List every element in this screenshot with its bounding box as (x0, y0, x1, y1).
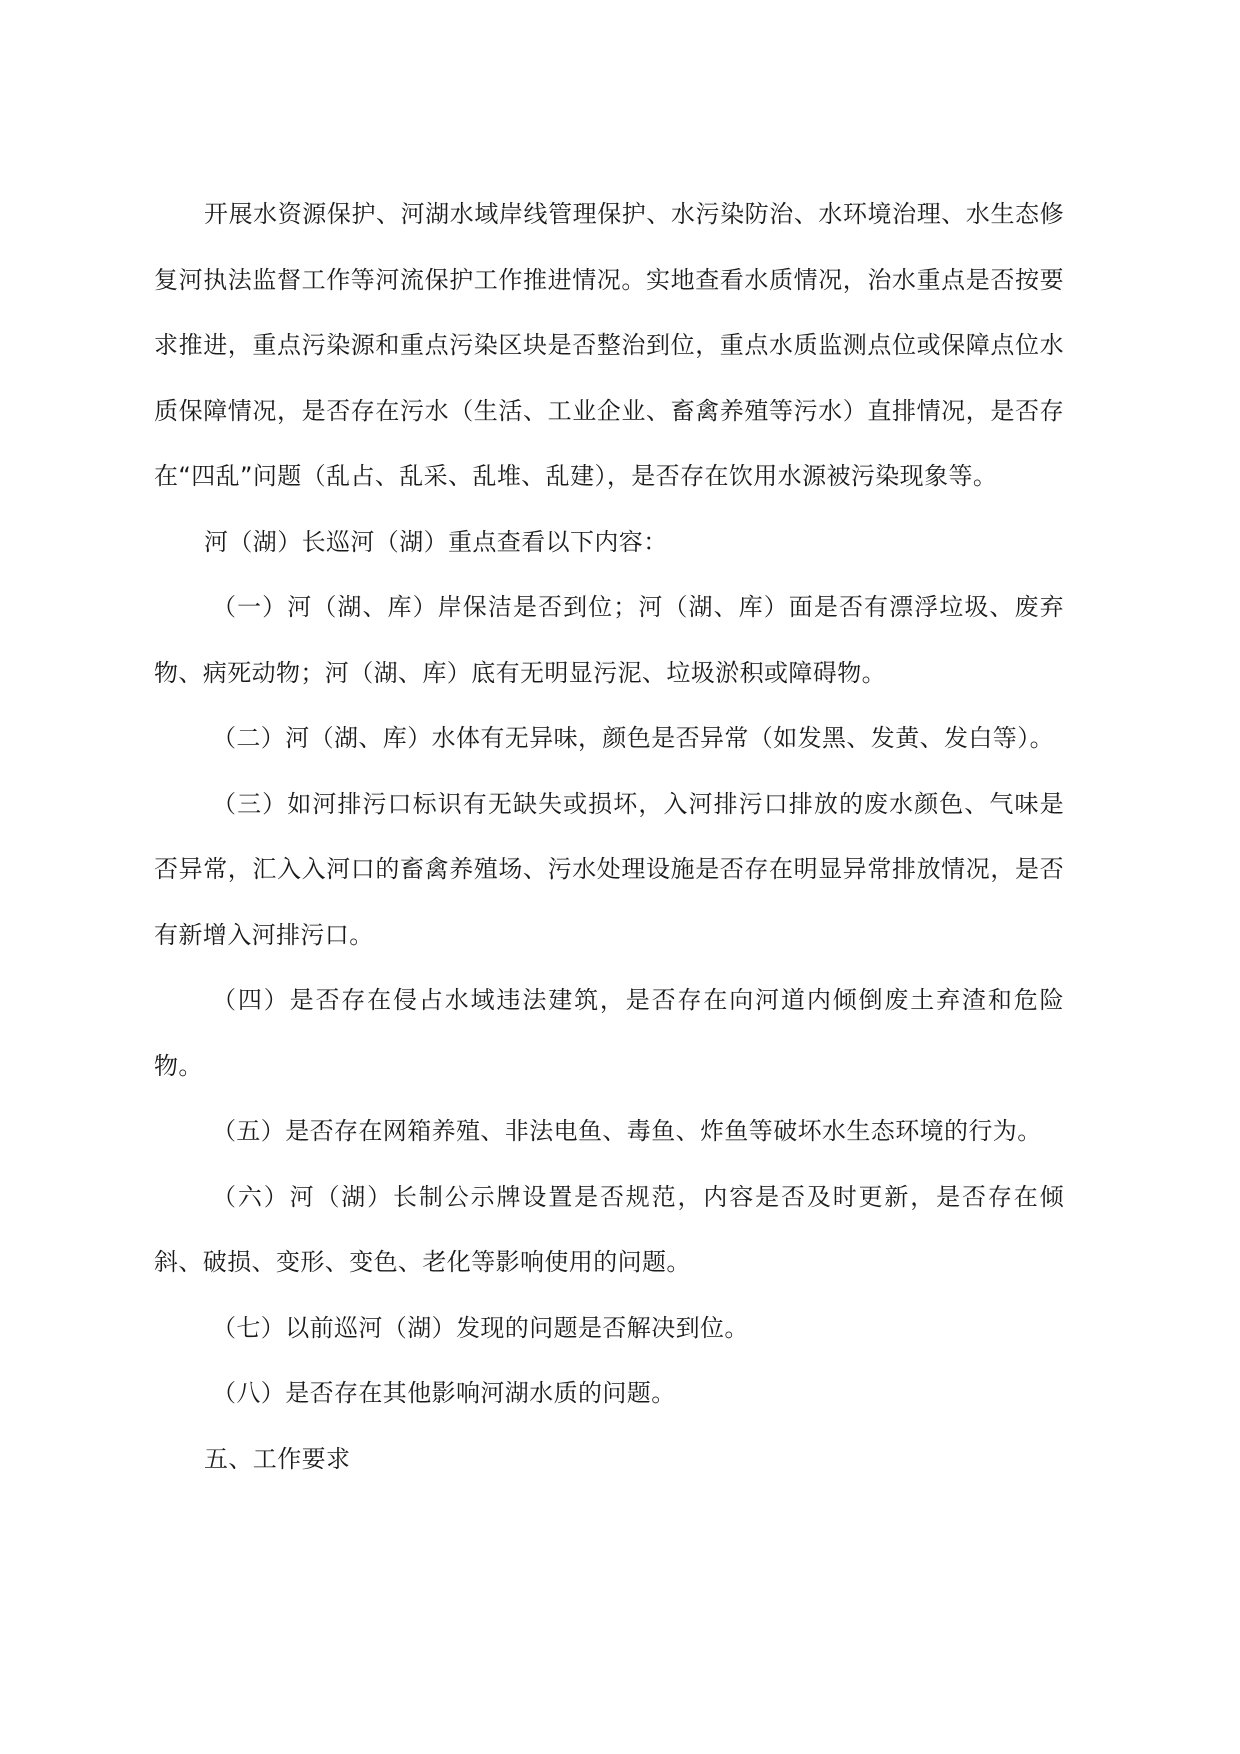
paragraph-item-3: （三）如河排污口标识有无缺失或损坏，入河排污口排放的废水颜色、气味是否异常，汇入入河口的畜禽养殖场、污水处理设施是否存在明显异常排放情况，是否有新增入河排污口。 (154, 789, 1064, 949)
paragraph-item-8: （八）是否存在其他影响河湖水质的问题。 (212, 1379, 676, 1407)
section-heading-work-requirements: 五、工作要求 (204, 1444, 351, 1473)
paragraph-item-5: （五）是否存在网箱养殖、非法电鱼、毒鱼、炸鱼等破坏水生态环境的行为。 (212, 1117, 1042, 1145)
paragraph-item-1: （一）河（湖、库）岸保洁是否到位；河（湖、库）面是否有漂浮垃圾、废弃物、病死动物；河（湖、库）底有无明显污泥、垃圾淤积或障碍物。 (154, 593, 1064, 687)
document-body (154, 182, 1064, 1492)
paragraph-item-2: （二）河（湖、库）水体有无异味，颜色是否异常（如发黑、发黄、发白等）。 (212, 724, 1054, 752)
paragraph-inspection-scope: 开展水资源保护、河湖水域岸线管理保护、水污染防治、水环境治理、水生态修复河执法监督工作等河流保护工作推进情况。实地查看水质情况，治水重点是否按要求推进，重点污染源和重点污染区块是否整治到位，重点水质监测点位或保障点位水质保障情况，是否存在污水（生活、工业企业、畜禽养殖等污水）直排情况，是否存在“四乱”问题（乱占、乱采、乱堆、乱建），是否存在饮用水源被污染现象等。 (154, 200, 1064, 490)
paragraph-item-7: （七）以前巡河（湖）发现的问题是否解决到位。 (212, 1313, 749, 1342)
paragraph-item-4: （四）是否存在侵占水域违法建筑，是否存在向河道内倾倒废土弃渣和危险物。 (154, 986, 1064, 1080)
paragraph-item-6: （六）河（湖）长制公示牌设置是否规范，内容是否及时更新，是否存在倾斜、破损、变形、变色、老化等影响使用的问题。 (154, 1182, 1064, 1276)
paragraph-inspection-intro: 河（湖）长巡河（湖）重点查看以下内容： (204, 527, 668, 556)
